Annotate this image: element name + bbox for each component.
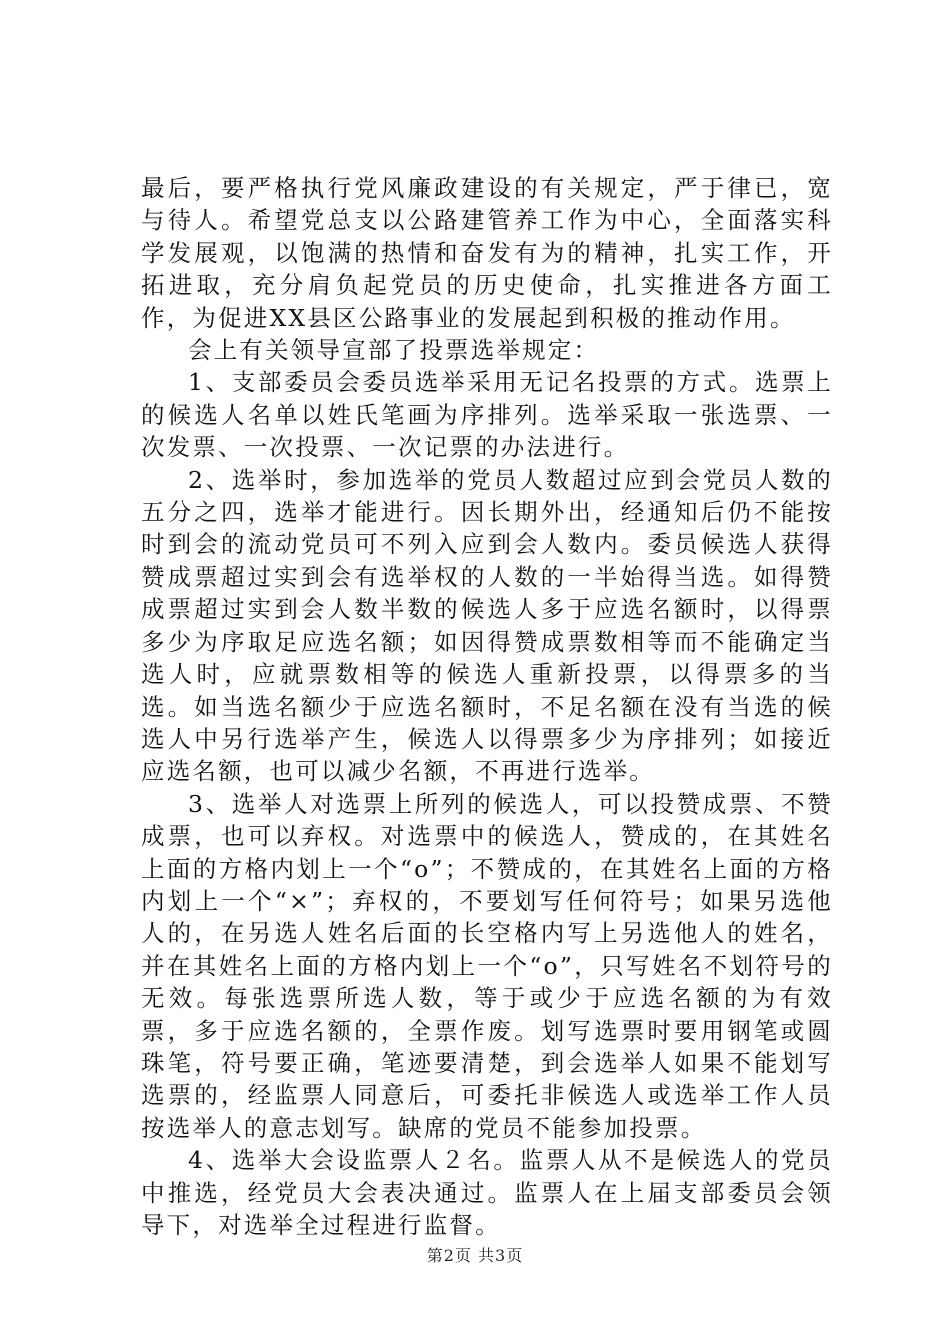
paragraph-rule-2: 2、选举时，参加选举的党员人数超过应到会党员人数的五分之四，选举才能进行。因长期外出，经通知后仍不能按时到会的流动党员可不列入应到会人数内。委员候选人获得赞成票超过实到会有选举权的人数的一半始得当选。如得赞成票超过实到会人数半数的候选人多于应选名额时，以得票多少为序取足应选名额；如因得赞成票数相等而不能确定当选人时，应就票数相等的候选人重新投票，以得票多的当选。如当选名额少于应选名额时，不足名额在没有当选的候选人中另行选举产生，候选人以得票多少为序排列；如接近应选名额，也可以减少名额，不再进行选举。 (141, 465, 833, 786)
paragraph-rule-1: 1、支部委员会委员选举采用无记名投票的方式。选票上的候选人名单以姓氏笔画为序排列。选举采取一张选票、一次发票、一次投票、一次记票的办法进行。 (141, 368, 833, 462)
paragraph-rule-3: 3、选举人对选票上所列的候选人，可以投赞成票、不赞成票，也可以弃权。对选票中的候选人，赞成的，在其姓名上面的方格内划上一个“ο”；不赞成的，在其姓名上面的方格内划上一个“×”；弃权的，不要划写任何符号；如果另选他人的，在另选人姓名后面的长空格内写上另选他人的姓名，并在其姓名上面的方格内划上一个“ο”，只写姓名不划符号的无效。每张选票所选人数，等于或少于应选名额的为有效票，多于应选名额的，全票作废。划写选票时要用钢笔或圆珠笔，符号要正确，笔迹要清楚，到会选举人如果不能划写选票的，经监票人同意后，可委托非候选人或选举工作人员按选举人的意志划写。缺席的党员不能参加投票。 (141, 789, 833, 1142)
document-body (141, 172, 833, 1241)
paragraph-closing-remarks: 最后，要严格执行党风廉政建设的有关规定，严于律已，宽与待人。希望党总支以公路建管养工作为中心，全面落实科学发展观，以饱满的热情和奋发有为的精神，扎实工作，开拓进取，充分肩负起党员的历史使命，扎实推进各方面工作，为促进XX县区公路事业的发展起到积极的推动作用。 (141, 174, 833, 332)
paragraph-voting-rules-intro: 会上有关领导宣部了投票选举规定： (188, 336, 600, 365)
page-number-footer: 第2页 共3页 (426, 1246, 524, 1265)
paragraph-rule-4: 4、选举大会设监票人２名。监票人从不是候选人的党员中推选，经党员大会表决通过。监票人在上届支部委员会领导下，对选举全过程进行监督。 (141, 1146, 833, 1239)
